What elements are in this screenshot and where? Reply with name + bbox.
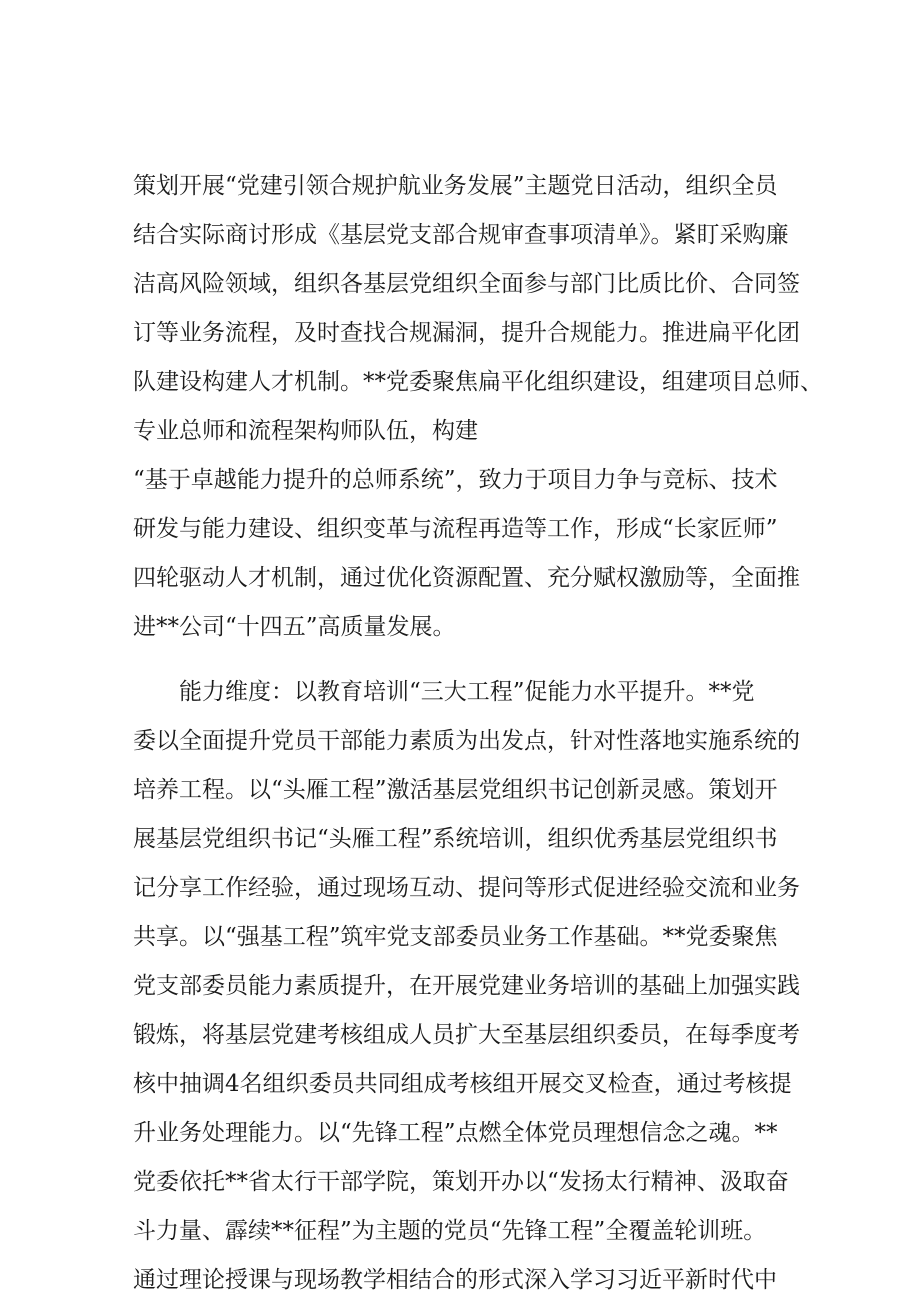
text-line: 通过理论授课与现场教学相结合的形式深入学习习近平新时代中	[133, 1267, 777, 1293]
text-line: 队建设构建人才机制。**党委聚焦扁平化组织建设，组建项目总师、	[133, 369, 823, 395]
text-line: 核中抽调4名组织委员共同组成考核组开展交叉检查，通过考核提	[133, 1071, 792, 1097]
text-line: 专业总师和流程架构师队伍，构建	[133, 418, 478, 444]
text-line: 订等业务流程，及时查找合规漏洞，提升合规能力。推进扁平化团	[133, 320, 800, 346]
text-line: 锻炼，将基层党建考核组成人员扩大至基层组织委员，在每季度考	[133, 1022, 800, 1048]
text-line: 升业务处理能力。以“先锋工程”点燃全体党员理想信念之魂。**	[133, 1120, 778, 1146]
text-line: 斗力量、霹续**征程”为主题的党员“先锋工程”全覆盖轮训班。	[133, 1218, 767, 1244]
text-line: 四轮驱动人才机制，通过优化资源配置、充分赋权激励等，全面推	[133, 565, 800, 591]
text-line: 共享。以“强基工程”筑牢党支部委员业务工作基础。**党委聚焦	[133, 924, 778, 950]
text-line: 党支部委员能力素质提升，在开展党建业务培训的基础上加强实践	[133, 973, 800, 999]
text-line: 党委依托**省太行干部学院，策划开办以“发扬太行精神、汲取奋	[133, 1169, 789, 1195]
text-line: “基于卓越能力提升的总师系统”，致力于项目力争与竞标、技术	[133, 467, 778, 493]
text-line: 洁高风险领域，组织各基层党组织全面参与部门比质比价、合同签	[133, 271, 800, 297]
text-line: 委以全面提升党员干部能力素质为出发点，针对性落地实施系统的	[133, 728, 800, 754]
paragraph-gap	[133, 652, 793, 668]
text-line: 记分享工作经验，通过现场互动、提问等形式促进经验交流和业务	[133, 875, 800, 901]
text-line: 策划开展“党建引领合规护航业务发展”主题党日活动，组织全员	[133, 173, 778, 199]
text-line: 展基层党组织书记“头雁工程”系统培训，组织优秀基层党组织书	[133, 826, 778, 852]
text-line: 结合实际商讨形成《基层党支部合规审查事项清单》。紧盯采购廉	[133, 222, 789, 248]
text-line: 能力维度：以教育培训“三大工程”促能力水平提升。**党	[133, 679, 755, 705]
document-body	[133, 162, 823, 1305]
paragraph-2	[133, 668, 800, 1305]
text-line: 进**公司“十四五”高质量发展。	[133, 614, 456, 640]
paragraph-1	[133, 162, 823, 652]
text-line: 培养工程。以“头雁工程”激活基层党组织书记创新灵感。策划开	[133, 777, 778, 803]
text-line: 研发与能力建设、组织变革与流程再造等工作，形成“长家匠师”	[133, 516, 778, 542]
